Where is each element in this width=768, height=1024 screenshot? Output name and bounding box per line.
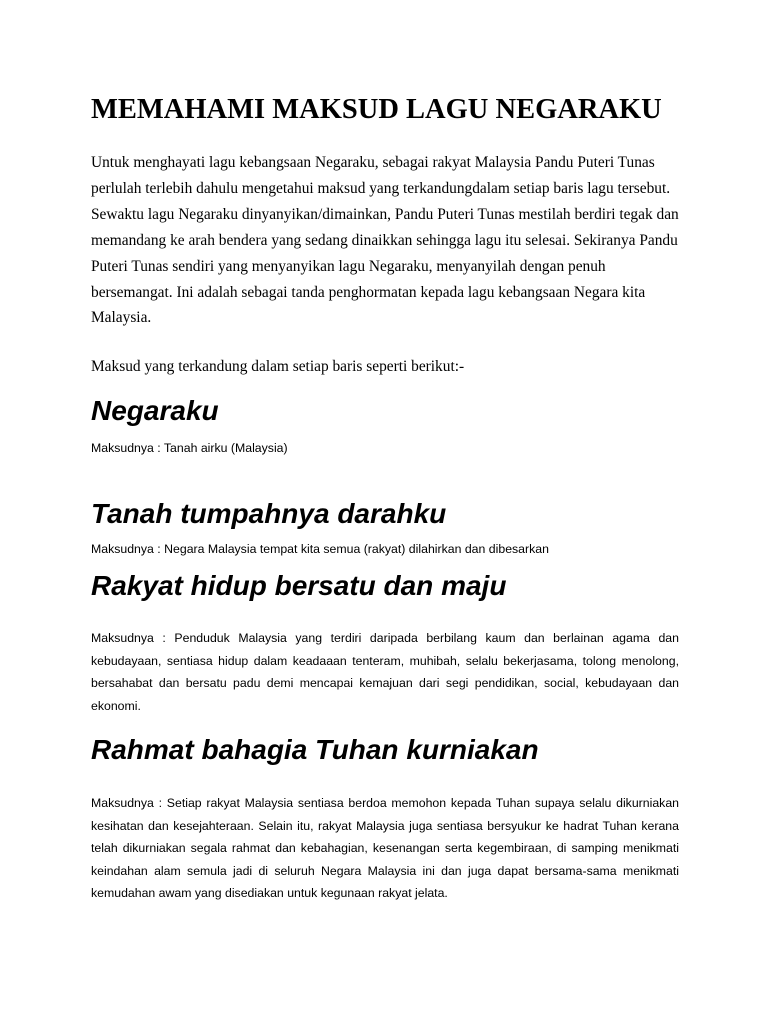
lyric-meaning-3: Maksudnya : Penduduk Malaysia yang terdiri daripada berbilang kaum dan berlainan agama dan kebudayaan, sentiasa hidup dalam keadaaan tenteram, muhibah, selalu bekerjasama, tolong menolong, bersahabat dan bersatu padu demi mencapai kemajuan dari segi pendidikan, social, kebudayaan dan ekonomi. <box>91 631 679 713</box>
document-title: MEMAHAMI MAKSUD LAGU NEGARAKU <box>91 94 662 125</box>
intro-paragraph: Untuk menghayati lagu kebangsaan Negaraku, sebagai rakyat Malaysia Pandu Puteri Tunas perlulah terlebih dahulu mengetahui maksud yang terkandungdalam setiap baris lagu tersebut. Sewaktu lagu Negaraku dinyanyikan/dimainkan, Pandu Puteri Tunas mestilah berdiri tegak dan memandang ke arah bendera yang sedang dinaikkan sehingga lagu itu selesai. Sekiranya Pandu Puteri Tunas sendiri yang menyanyikan lagu Negaraku, menyanyilah dengan penuh bersemangat. Ini adalah sebagai tanda penghormatan kepada lagu kebangsaan Negara kita Malaysia. <box>91 154 679 327</box>
lyric-heading-2: Tanah tumpahnya darahku <box>91 498 447 529</box>
lyric-meaning-4: Maksudnya : Setiap rakyat Malaysia sentiasa berdoa memohon kepada Tuhan supaya selalu dikurniakan kesihatan dan kesejahteraan. Selain itu, rakyat Malaysia juga sentiasa bersyukur ke hadrat Tuhan kerana telah dikurniakan segala rahmat dan kebahagian, kesenangan serta kegembiraan, di samping menikmati keindahan alam semula jadi di seluruh Negara Malaysia ini dan juga dapat bersama-sama menikmati kemudahan awam yang disediakan untuk kegunaan rakyat jelata. <box>91 796 679 901</box>
lyric-meaning-2: Maksudnya : Negara Malaysia tempat kita semua (rakyat) dilahirkan dan dibesarkan <box>91 542 549 556</box>
lyric-meaning-1: Maksudnya : Tanah airku (Malaysia) <box>91 441 288 455</box>
lyric-heading-1: Negaraku <box>91 395 219 426</box>
lyric-heading-3: Rakyat hidup bersatu dan maju <box>91 570 507 601</box>
lyric-heading-4: Rahmat bahagia Tuhan kurniakan <box>91 734 539 765</box>
subintro-paragraph: Maksud yang terkandung dalam setiap baris seperti berikut:- <box>91 358 465 375</box>
